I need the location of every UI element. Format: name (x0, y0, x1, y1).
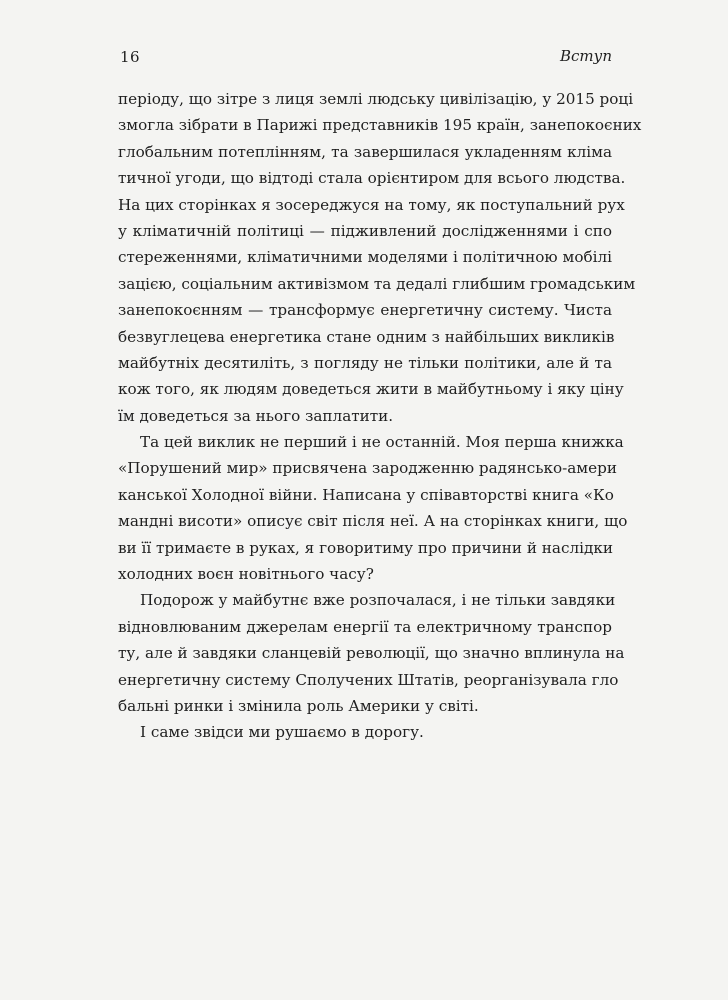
text-line: мандні висоти» описує світ після неї. А на сторінках книги, що (118, 512, 628, 531)
running-head: Вступ (559, 47, 612, 65)
text-line: відновлюваним джерелам енергії та електричному транспор (118, 617, 612, 636)
text-line: бальні ринки і змінила роль Америки у світі. (118, 696, 479, 715)
text-line: стереженнями, кліматичними моделями і політичною мобілі (118, 248, 612, 267)
text-line: зацією, соціальним активізмом та дедалі глибшим громадським (118, 274, 636, 293)
text-line: канської Холодної війни. Написана у співавторстві книга «Ко (118, 485, 614, 504)
paragraph (118, 86, 642, 429)
text-line: І саме звідси ми рушаємо в дорогу. (140, 723, 424, 742)
text-line: майбутніх десятиліть, з погляду не тільки політики, але й та (118, 353, 612, 372)
text-line: періоду, що зітре з лиця землі людську цивілізацію, у 2015 році (118, 90, 634, 108)
paragraph (118, 719, 612, 745)
text-line: глобальним потеплінням, та завершилася укладенням кліма (118, 142, 612, 161)
text-line: їм доведеться за нього заплатити. (118, 406, 394, 425)
body-text (118, 86, 642, 746)
text-line: холодних воєн новітнього часу? (118, 565, 374, 584)
paragraph (118, 587, 625, 719)
page-number: 16 (120, 48, 141, 66)
text-line: ви її тримаєте в руках, я говоритиму про причини й наслідки (118, 538, 613, 557)
text-line: енергетичну систему Сполучених Штатів, реорганізувала гло (118, 670, 619, 689)
text-line: безвуглецева енергетика стане одним з найбільших викликів (118, 327, 615, 346)
text-line: тичної угоди, що відтоді стала орієнтиром для всього людства. (118, 169, 626, 188)
text-line: ту, але й завдяки сланцевій революції, що значно вплинула на (118, 644, 625, 663)
text-line: Та цей виклик не перший і не останній. Моя перша книжка (140, 433, 624, 452)
text-line: кож того, як людям доведеться жити в майбутньому і яку ціну (118, 380, 624, 399)
text-line: «Порушений мир» присвячена зародженню радянсько-амери (118, 459, 617, 478)
paragraph (118, 429, 628, 587)
text-line: у кліматичній політиці — підживлений дослідженнями і спо (118, 221, 612, 240)
text-line: На цих сторінках я зосереджуся на тому, як поступальний рух (118, 195, 625, 214)
text-line: занепокоєнням — трансформує енергетичну систему. Чиста (118, 301, 612, 320)
text-line: Подорож у майбутнє вже розпочалася, і не тільки завдяки (140, 591, 616, 610)
text-line: змогла зібрати в Парижі представників 195 країн, занепокоєних (118, 116, 642, 135)
